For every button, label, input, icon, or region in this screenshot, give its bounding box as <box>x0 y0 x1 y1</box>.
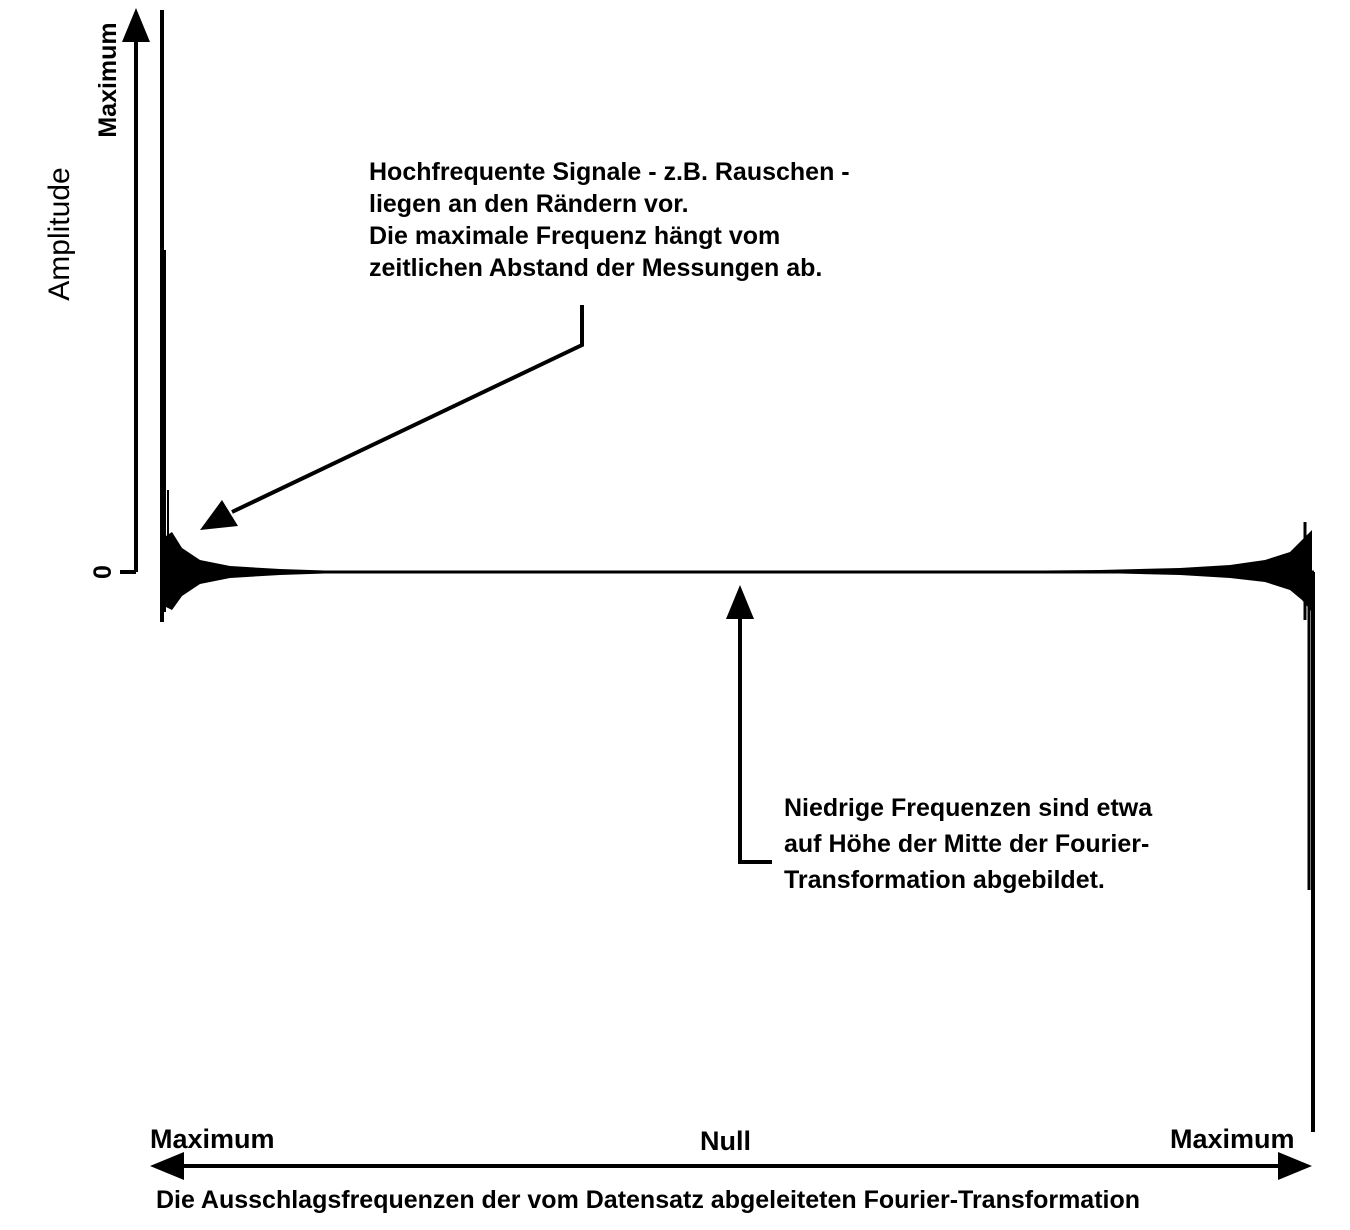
left-spike <box>162 10 168 622</box>
x-axis-right-label: Maximum <box>1170 1124 1295 1154</box>
low-frequency-line-1: Niedrige Frequenzen sind etwa <box>784 794 1153 822</box>
x-axis-left-arrowhead <box>150 1152 184 1180</box>
low-frequency-note <box>784 790 1152 898</box>
high-frequency-line-4: zeitlichen Abstand der Messungen ab. <box>369 254 823 282</box>
right-spike <box>1305 522 1313 1132</box>
y-axis-max-label: Maximum <box>94 22 122 138</box>
high-frequency-arrowhead <box>200 500 238 530</box>
high-frequency-pointer <box>232 305 582 512</box>
x-axis-right-arrowhead <box>1278 1152 1312 1180</box>
x-axis-left-label: Maximum <box>150 1124 275 1154</box>
high-frequency-line-3: Die maximale Frequenz hängt vom <box>369 222 781 250</box>
high-frequency-line-1: Hochfrequente Signale - z.B. Rauschen - <box>369 158 850 186</box>
y-axis-title: Amplitude <box>43 167 76 301</box>
low-frequency-line-3: Transformation abgebildet. <box>784 866 1105 894</box>
high-frequency-line-2: liegen an den Rändern vor. <box>369 190 689 218</box>
y-axis-arrowhead <box>122 8 150 42</box>
low-frequency-pointer <box>740 615 772 862</box>
x-axis-center-label: Null <box>700 1126 751 1156</box>
low-frequency-line-2: auf Höhe der Mitte der Fourier- <box>784 830 1150 858</box>
high-frequency-note <box>369 156 850 284</box>
x-axis-caption: Die Ausschlagsfrequenzen der vom Datensatz abgeleiteten Fourier-Transformation <box>156 1186 1141 1214</box>
y-axis-zero-label: 0 <box>89 565 117 579</box>
low-frequency-arrowhead <box>726 585 754 619</box>
